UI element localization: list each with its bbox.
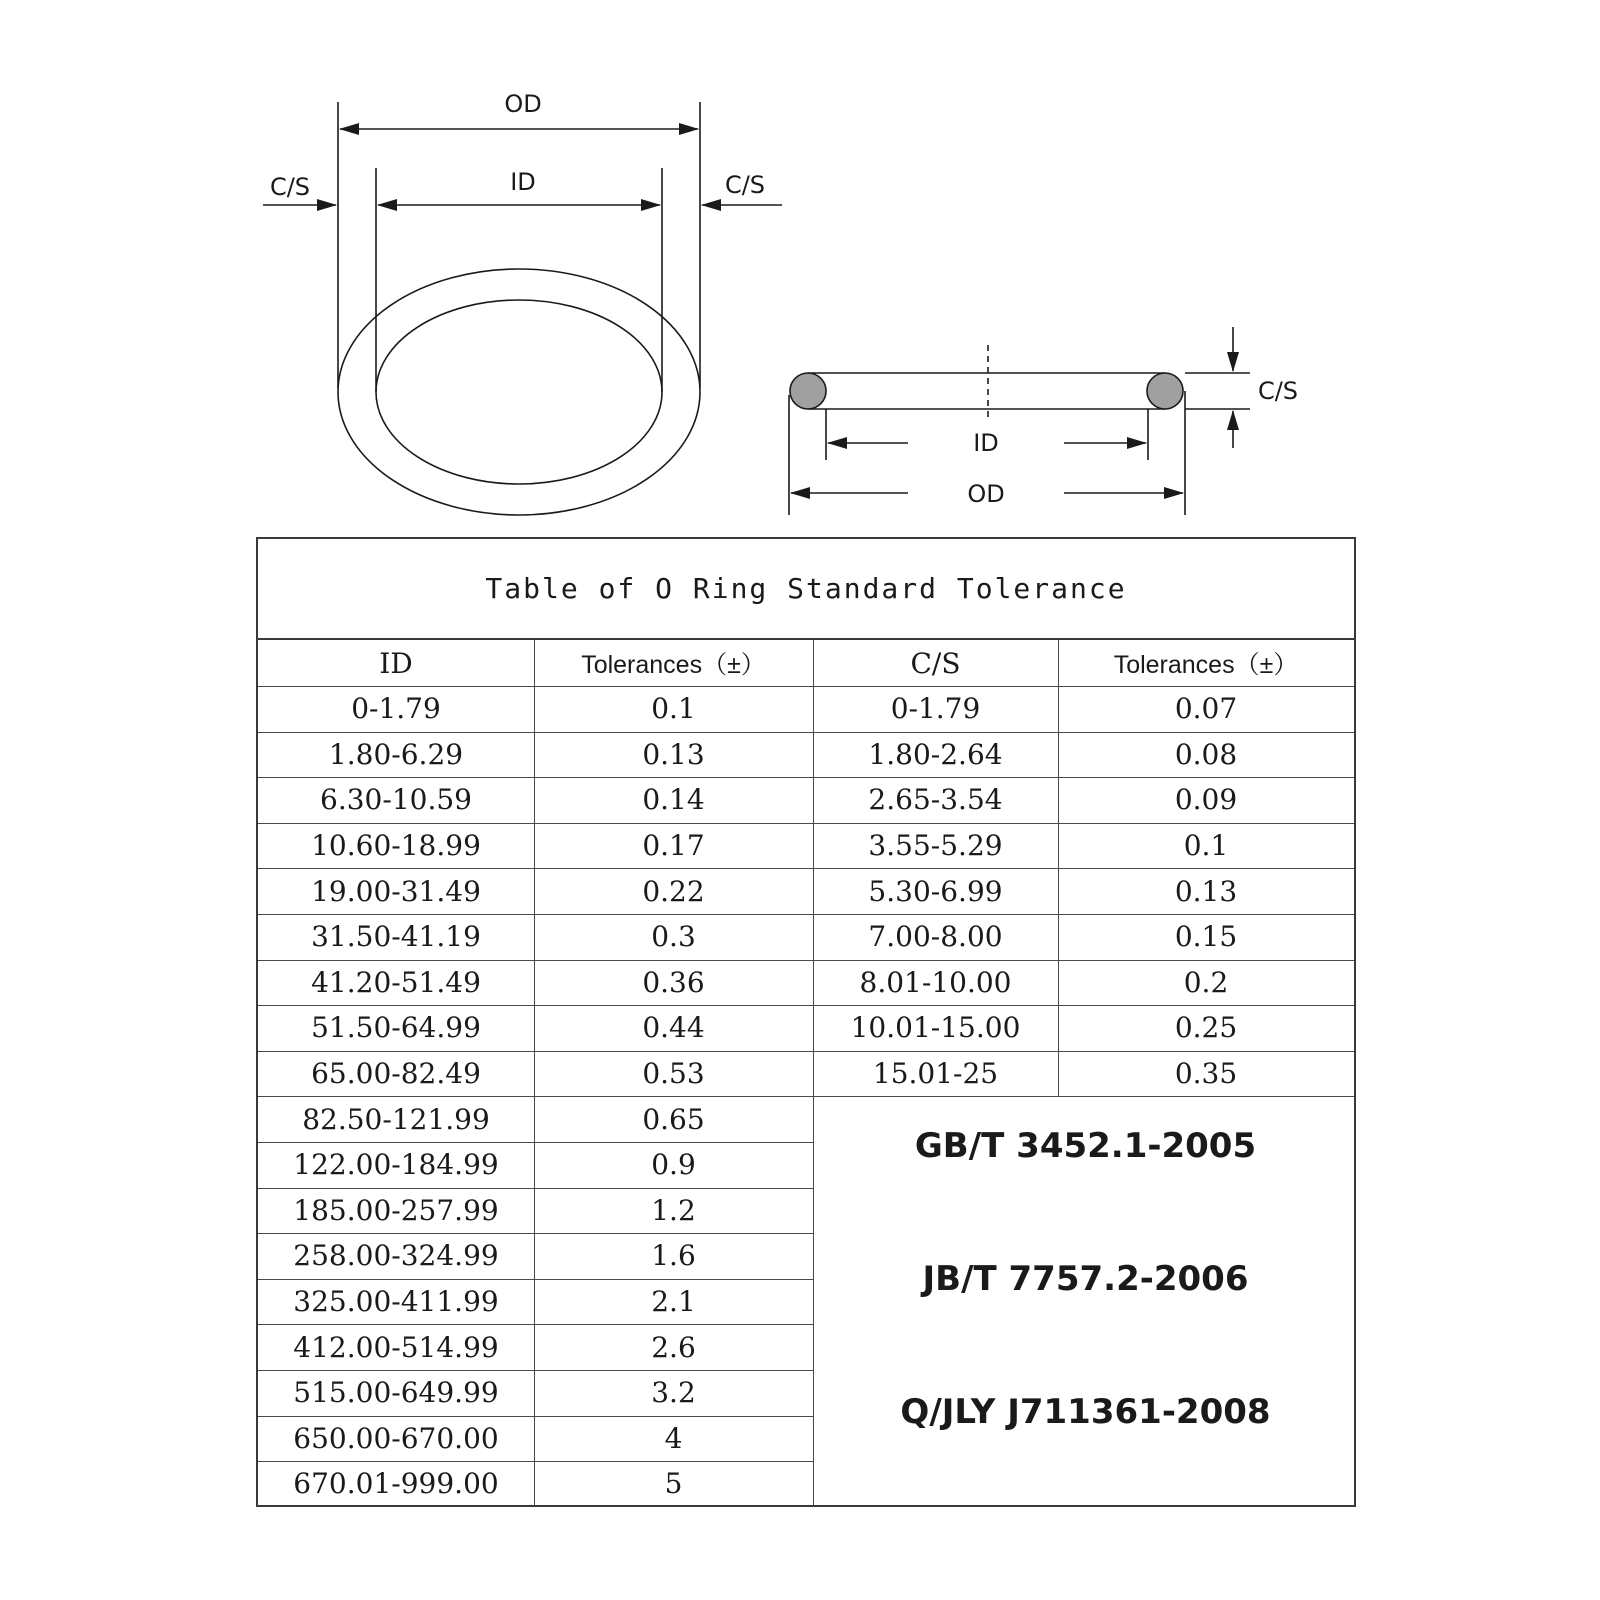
row-divider <box>258 777 1354 778</box>
header-cell: Tolerances（±） <box>581 651 766 679</box>
row-divider <box>258 1324 813 1325</box>
id-tolerance-cell: 0.17 <box>642 829 705 863</box>
cs-range-cell: 7.00-8.00 <box>868 920 1003 954</box>
id-tolerance-cell: 0.22 <box>642 874 705 908</box>
standards-top-divider <box>813 1096 1354 1097</box>
table-title: Table of O Ring Standard Tolerance <box>258 539 1354 640</box>
id-tolerance-cell: 3.2 <box>651 1376 696 1410</box>
id-range-cell: 65.00-82.49 <box>311 1057 481 1091</box>
id-tolerance-cell: 0.9 <box>651 1148 696 1182</box>
row-divider <box>258 1188 813 1189</box>
id-range-cell: 650.00-670.00 <box>293 1421 499 1455</box>
id-tolerance-cell: 0.1 <box>651 692 696 726</box>
id-range-cell: 10.60-18.99 <box>311 829 481 863</box>
id-range-cell: 515.00-649.99 <box>293 1376 499 1410</box>
id-tolerance-cell: 0.65 <box>642 1102 705 1136</box>
id-range-cell: 82.50-121.99 <box>302 1102 490 1136</box>
standard-gb: GB/T 3452.1-2005 <box>914 1126 1257 1166</box>
id-range-cell: 122.00-184.99 <box>293 1148 499 1182</box>
row-divider <box>258 1142 813 1143</box>
id-range-cell: 19.00-31.49 <box>311 874 481 908</box>
cs-tolerance-cell: 0.07 <box>1174 692 1238 726</box>
row-divider <box>258 868 1354 869</box>
cs-tolerance-cell: 0.09 <box>1174 783 1238 817</box>
header-cell: Tolerances（±） <box>1113 651 1299 679</box>
tolerance-table <box>256 537 1356 1507</box>
id-tolerance-cell: 2.1 <box>651 1285 696 1319</box>
standard-qjly: Q/JLY J711361-2008 <box>900 1392 1271 1432</box>
side-od-label: OD <box>967 480 1005 508</box>
id-range-cell: 258.00-324.99 <box>293 1239 499 1273</box>
id-range-cell: 0-1.79 <box>351 692 441 726</box>
row-divider <box>258 1416 813 1417</box>
id-tolerance-cell: 0.44 <box>642 1011 705 1045</box>
row-divider <box>258 1051 1354 1052</box>
o-ring-diagram <box>0 0 1600 540</box>
id-range-cell: 412.00-514.99 <box>293 1330 499 1364</box>
col-divider <box>534 640 535 1507</box>
cs-range-cell: 1.80-2.64 <box>868 737 1003 771</box>
id-tolerance-cell: 0.53 <box>642 1057 705 1091</box>
cs-tolerance-cell: 0.15 <box>1174 920 1238 954</box>
cs-range-cell: 0-1.79 <box>890 692 981 726</box>
id-tolerance-cell: 4 <box>664 1421 683 1455</box>
cs-tolerance-cell: 0.13 <box>1174 874 1238 908</box>
id-tolerance-cell: 0.14 <box>642 783 705 817</box>
row-divider <box>258 823 1354 824</box>
cs-range-cell: 8.01-10.00 <box>859 965 1012 999</box>
id-tolerance-cell: 5 <box>664 1467 683 1501</box>
standard-jb: JB/T 7757.2-2006 <box>922 1259 1249 1299</box>
id-range-cell: 1.80-6.29 <box>328 737 464 771</box>
header-cell: C/S <box>910 646 961 680</box>
cs-range-cell: 10.01-15.00 <box>850 1011 1021 1045</box>
id-range-cell: 41.20-51.49 <box>311 965 481 999</box>
id-range-cell: 51.50-64.99 <box>311 1011 481 1045</box>
cross-section-left <box>790 373 826 409</box>
header-cell: ID <box>379 646 413 680</box>
od-label: OD <box>504 90 542 118</box>
cs-right-label: C/S <box>724 171 766 199</box>
row-divider <box>258 1461 813 1462</box>
id-range-cell: 31.50-41.19 <box>311 920 481 954</box>
id-tolerance-cell: 0.36 <box>642 965 705 999</box>
cs-tolerance-cell: 0.35 <box>1174 1057 1238 1091</box>
side-cs-label: C/S <box>1257 377 1299 405</box>
id-tolerance-cell: 0.13 <box>642 737 705 771</box>
cs-range-cell: 15.01-25 <box>872 1057 999 1091</box>
id-tolerance-cell: 1.2 <box>651 1193 696 1227</box>
cs-range-cell: 5.30-6.99 <box>868 874 1003 908</box>
id-range-cell: 185.00-257.99 <box>293 1193 499 1227</box>
row-divider <box>258 1370 813 1371</box>
id-tolerance-cell: 0.3 <box>651 920 696 954</box>
row-divider <box>258 1279 813 1280</box>
row-divider <box>258 960 1354 961</box>
ring-outer-outline <box>338 269 700 515</box>
cs-tolerance-cell: 0.25 <box>1174 1011 1238 1045</box>
id-range-cell: 670.01-999.00 <box>293 1467 499 1501</box>
cs-tolerance-cell: 0.1 <box>1183 829 1229 863</box>
cs-tolerance-cell: 0.2 <box>1183 965 1229 999</box>
cs-range-cell: 3.55-5.29 <box>868 829 1003 863</box>
ring-inner-outline <box>376 300 662 484</box>
cs-left-label: C/S <box>269 173 311 201</box>
id-range-cell: 6.30-10.59 <box>320 783 472 817</box>
standards-box <box>813 1099 1358 1509</box>
row-divider <box>258 1005 1354 1006</box>
col-divider <box>1058 640 1059 1096</box>
side-id-label: ID <box>973 429 999 457</box>
id-label: ID <box>510 168 536 196</box>
row-divider <box>258 732 1354 733</box>
row-divider <box>258 914 1354 915</box>
cs-range-cell: 2.65-3.54 <box>868 783 1003 817</box>
cross-section-right <box>1147 373 1183 409</box>
cs-tolerance-cell: 0.08 <box>1174 737 1238 771</box>
id-tolerance-cell: 2.6 <box>651 1330 696 1364</box>
id-range-cell: 325.00-411.99 <box>293 1285 499 1319</box>
id-tolerance-cell: 1.6 <box>651 1239 696 1273</box>
row-divider <box>258 686 1354 687</box>
row-divider <box>258 1233 813 1234</box>
